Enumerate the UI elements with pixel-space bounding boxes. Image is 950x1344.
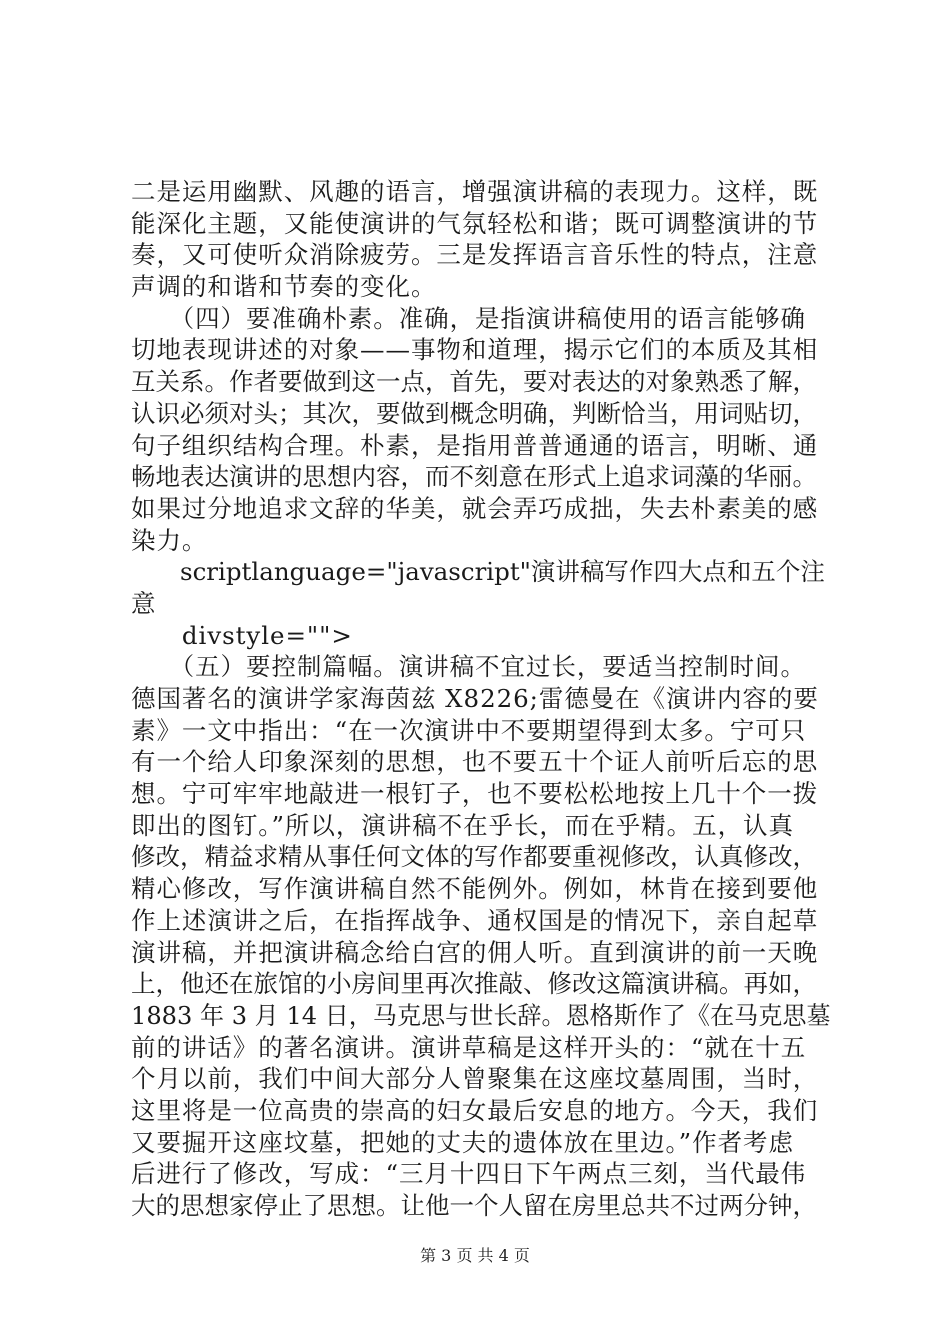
text-line: 精心修改，写作演讲稿自然不能例外。例如，林肯在接到要他 (131, 874, 819, 904)
text-line: 如果过分地追求文辞的华美，就会弄巧成拙，失去朴素美的感 (131, 493, 819, 523)
text-line: 修改，精益求精从事任何文体的写作都要重视修改，认真修改， (131, 842, 817, 872)
text-line: 二是运用幽默、风趣的语言，增强演讲稿的表现力。这样，既 (131, 177, 819, 206)
text-line: 能深化主题，又能使演讲的气氛轻松和谐；既可调整演讲的节 (131, 208, 819, 238)
text-line: 畅地表达演讲的思想内容，而不刻意在形式上追求词藻的华丽。 (131, 462, 817, 492)
text-line: 互关系。作者要做到这一点，首先，要对表达的对象熟悉了解， (131, 367, 817, 397)
text-line: （四）要准确朴素。准确，是指演讲稿使用的语言能够确 (131, 303, 806, 333)
text-line: 染力。 (131, 525, 208, 555)
text-line: 句子组织结构合理。朴素，是指用普普通通的语言，明晰、通 (131, 430, 819, 460)
text-line: 演讲稿，并把演讲稿念给白宫的佣人听。直到演讲的前一天晚 (131, 937, 819, 967)
text-line: 即出的图钉。”所以，演讲稿不在乎长，而在乎精。五，认真 (131, 810, 794, 840)
text-line: 这里将是一位高贵的崇高的妇女最后安息的地方。今天，我们 (131, 1095, 819, 1125)
text-line: 意 (131, 588, 157, 618)
text-line: 又要掘开这座坟墓，把她的丈夫的遗体放在里边。”作者考虑 (131, 1127, 794, 1157)
text-line: 上，他还在旅馆的小房间里再次推敲、修改这篇演讲稿。再如， (131, 969, 817, 999)
text-line: 有一个给人印象深刻的思想，也不要五十个证人前听后忘的思 (131, 747, 819, 777)
text-line: 前的讲话》的著名演讲。演讲草稿是这样开头的：“就在十五 (131, 1032, 807, 1062)
text-line: 德国著名的演讲学家海茵兹 X8226;雷德曼在《演讲内容的要 (131, 684, 819, 713)
text-line: 作上述演讲之后，在指挥战争、通权国是的情况下，亲自起草 (131, 905, 819, 935)
text-line: 后进行了修改，写成：“三月十四日下午两点三刻，当代最伟 (131, 1159, 807, 1189)
text-line: scriptlanguage="javascript"演讲稿写作四大点和五个注 (131, 557, 825, 587)
text-line: 切地表现讲述的对象——事物和道理，揭示它们的本质及其相 (131, 335, 819, 365)
text-line: 奏，又可使听众消除疲劳。三是发挥语言音乐性的特点，注意 (131, 240, 819, 270)
page-footer: 第 3 页 共 4 页 (420, 1246, 530, 1265)
text-line: 认识必须对头；其次，要做到概念明确，判断恰当，用词贴切， (131, 398, 817, 428)
text-line: divstyle=""> (131, 620, 353, 650)
body-text (131, 176, 831, 1222)
text-line: 想。宁可牢牢地敲进一根钉子，也不要松松地按上几十个一拨 (131, 779, 819, 809)
text-line: 声调的和谐和节奏的变化。 (131, 272, 437, 302)
text-line: 大的思想家停止了思想。让他一个人留在房里总共不过两分钟， (131, 1191, 817, 1220)
text-line: 素》一文中指出：“在一次演讲中不要期望得到太多。宁可只 (131, 715, 807, 745)
text-line: （五）要控制篇幅。演讲稿不宜过长，要适当控制时间。 (131, 652, 806, 682)
text-line: 个月以前，我们中间大部分人曾聚集在这座坟墓周围，当时， (131, 1064, 819, 1094)
text-line: 1883 年 3 月 14 日，马克思与世长辞。恩格斯作了《在马克思墓 (131, 1000, 831, 1030)
